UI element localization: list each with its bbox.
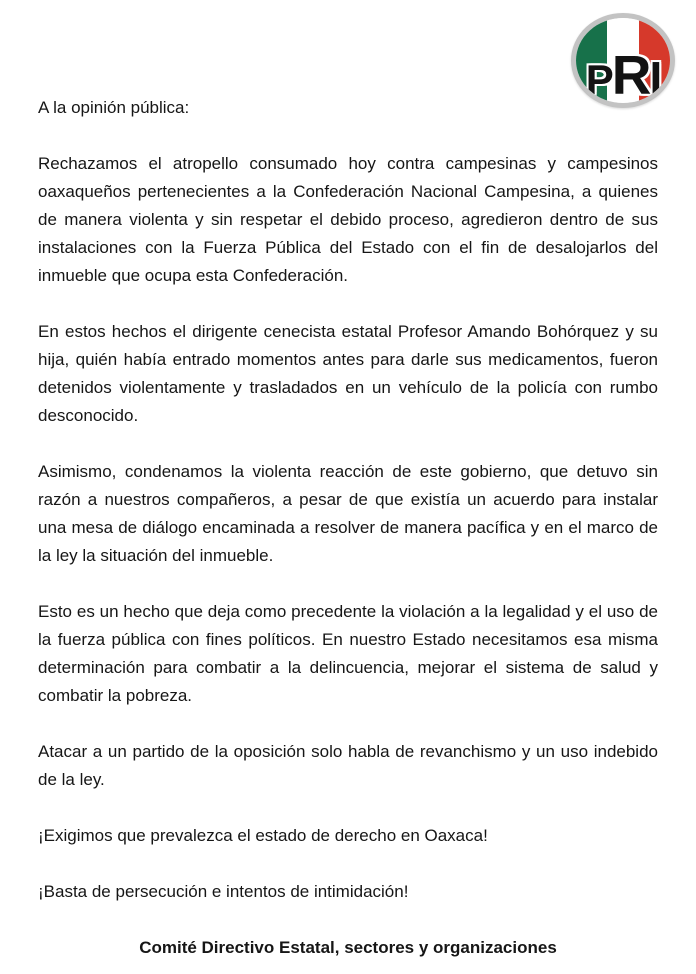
letter-body [38,0,661,962]
logo-letter-i: I [649,52,661,104]
signature-line: Comité Directivo Estatal, sectores y organizaciones [139,938,557,957]
paragraph-5: Atacar a un partido de la oposición solo habla de revanchismo y un uso indebido de la ley. [38,742,658,789]
paragraph-2: En estos hechos el dirigente cenecista estatal Profesor Amando Bohórquez y su hija, quién había entrado momentos antes para darle sus medicamentos, fueron detenidos violentamente y trasladados en un vehículo de la policía con rumbo desconocido. [38,322,658,425]
salutation: A la opinión pública: [38,98,190,117]
exclamation-persecution: ¡Basta de persecución e intentos de intimidación! [38,882,409,901]
logo-letter-r: R [611,44,650,106]
paragraph-3: Asimismo, condenamos la violenta reacción de este gobierno, que detuvo sin razón a nuestros compañeros, a pesar de que existía un acuerdo para instalar una mesa de diálogo encaminada a resolver de manera pacífica y en el marco de la ley la situación del inmueble. [38,462,658,565]
paragraph-1: Rechazamos el atropello consumado hoy contra campesinas y campesinos oaxaqueños pertenecientes a la Confederación Nacional Campesina, a quienes de manera violenta y sin respetar el debido proceso, agredieron dentro de sus instalaciones con la Fuerza Pública del Estado con el fin de desalojarlos del inmueble que ocupa esta Confederación. [38,154,658,285]
paragraph-4: Esto es un hecho que deja como precedente la violación a la legalidad y el uso de la fuerza pública con fines políticos. En nuestro Estado necesitamos esa misma determinación para combatir a la delincuencia, mejorar el sistema de salud y combatir la pobreza. [38,602,658,705]
logo-letter-p: P [585,56,612,103]
exclamation-rule-of-law: ¡Exigimos que prevalezca el estado de derecho en Oaxaca! [38,826,488,845]
